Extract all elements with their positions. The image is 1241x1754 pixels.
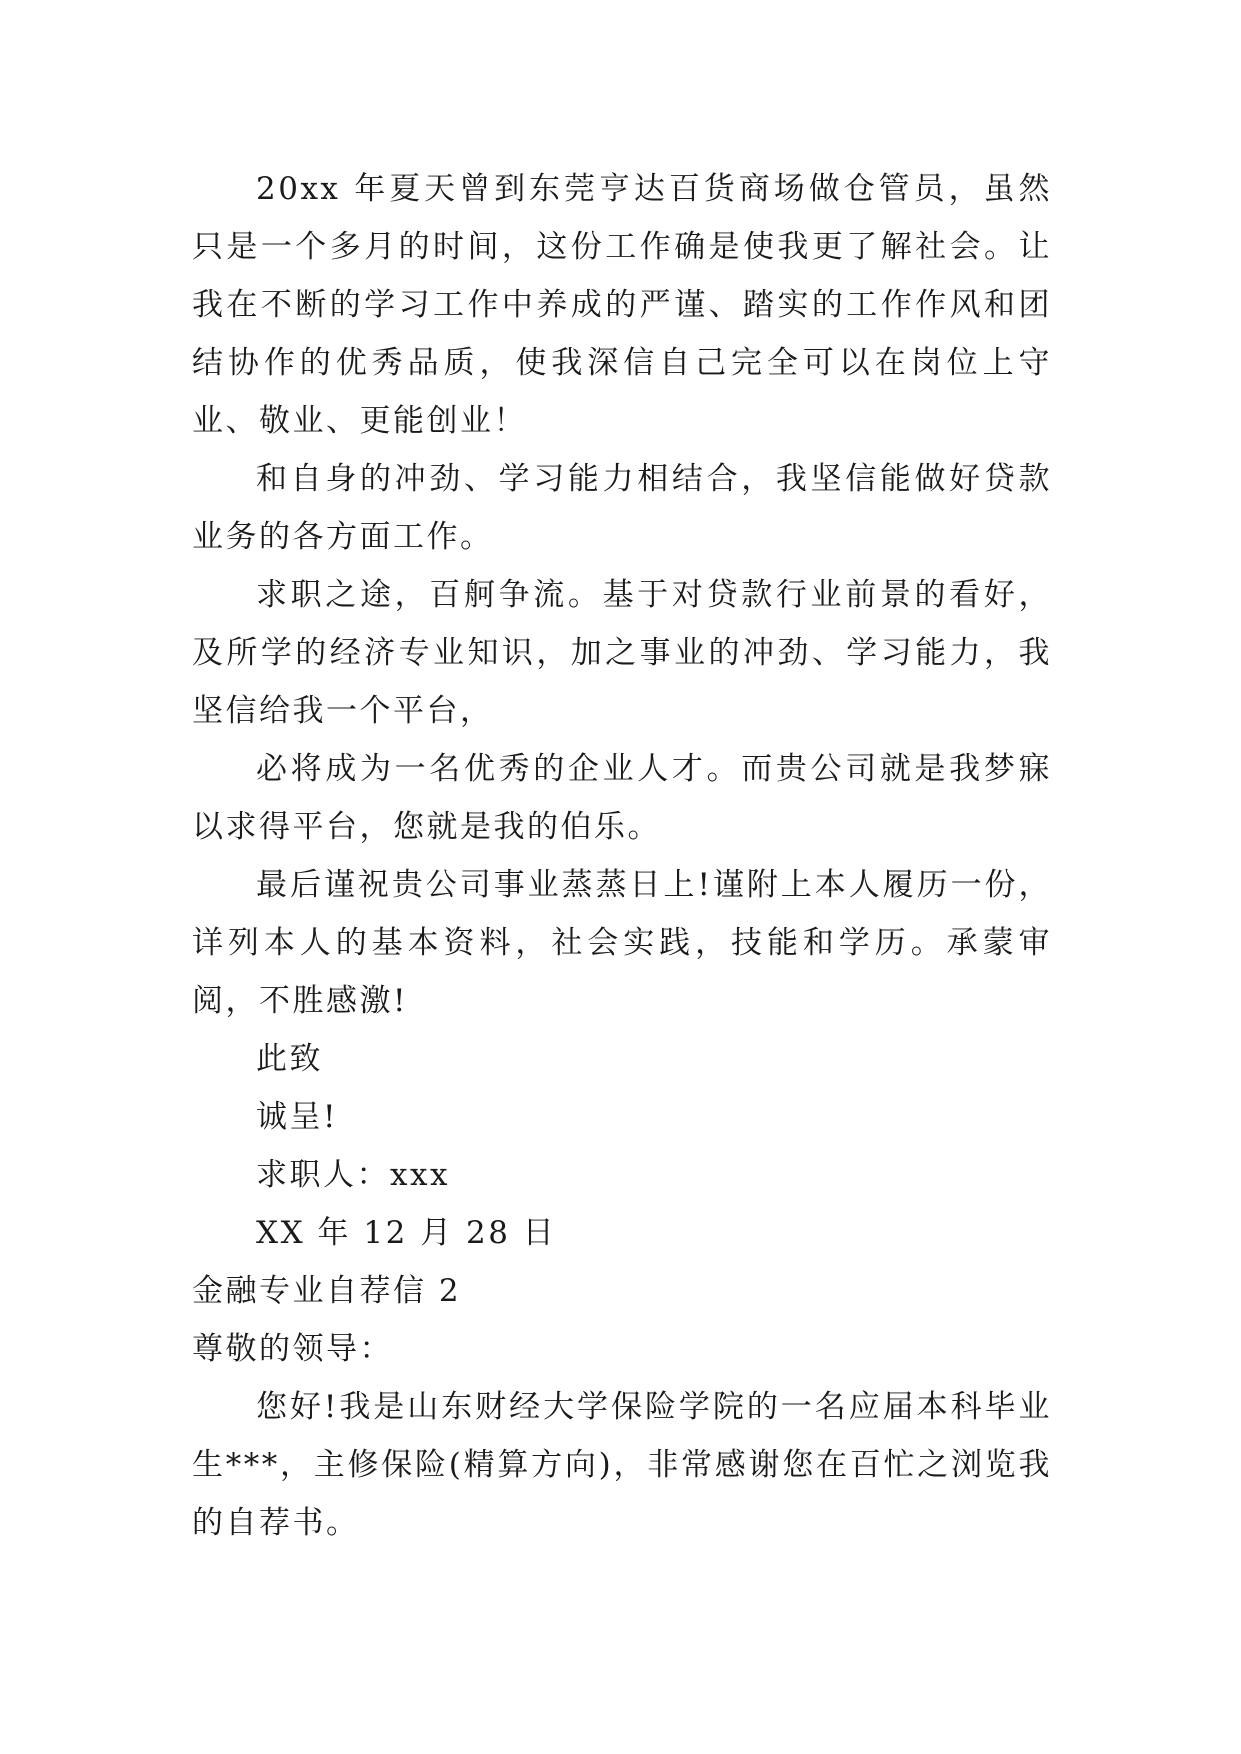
paragraph-career-path: 求职之途，百舸争流。基于对贷款行业前景的看好，及所学的经济专业知识，加之事业的冲劲、学习能力，我坚信给我一个平台， <box>192 577 1052 729</box>
document-body <box>192 160 1052 1552</box>
letter2-title: 金融专业自荐信 2 <box>192 1273 462 1309</box>
paragraph-ability: 和自身的冲劲、学习能力相结合，我坚信能做好贷款业务的各方面工作。 <box>192 461 1052 555</box>
paragraph-work-experience: 20xx 年夏天曾到东莞亨达百货商场做仓管员，虽然只是一个多月的时间，这份工作确是使我更了解社会。让我在不断的学习工作中养成的严谨、踏实的工作作风和团结协作的优秀品质，使我深信自己完全可以在岗位上守业、敬业、更能创业！ <box>192 171 1052 439</box>
paragraph-talent: 必将成为一名优秀的企业人才。而贵公司就是我梦寐以求得平台，您就是我的伯乐。 <box>192 751 1052 845</box>
closing-cheng-cheng: 诚呈! <box>256 1099 338 1135</box>
letter-date: XX 年 12 月 28 日 <box>256 1215 557 1251</box>
paragraph-closing-wishes: 最后谨祝贵公司事业蒸蒸日上!谨附上本人履历一份，详列本人的基本资料，社会实践，技能和学历。承蒙审阅，不胜感激! <box>192 867 1052 1019</box>
letter2-intro-paragraph: 您好!我是山东财经大学保险学院的一名应届本科毕业生***，主修保险(精算方向)，非常感谢您在百忙之浏览我的自荐书。 <box>192 1389 1052 1541</box>
applicant-signature: 求职人：xxx <box>256 1157 450 1193</box>
closing-ci-zhi: 此致 <box>256 1041 323 1077</box>
letter2-salutation: 尊敬的领导： <box>192 1331 393 1367</box>
